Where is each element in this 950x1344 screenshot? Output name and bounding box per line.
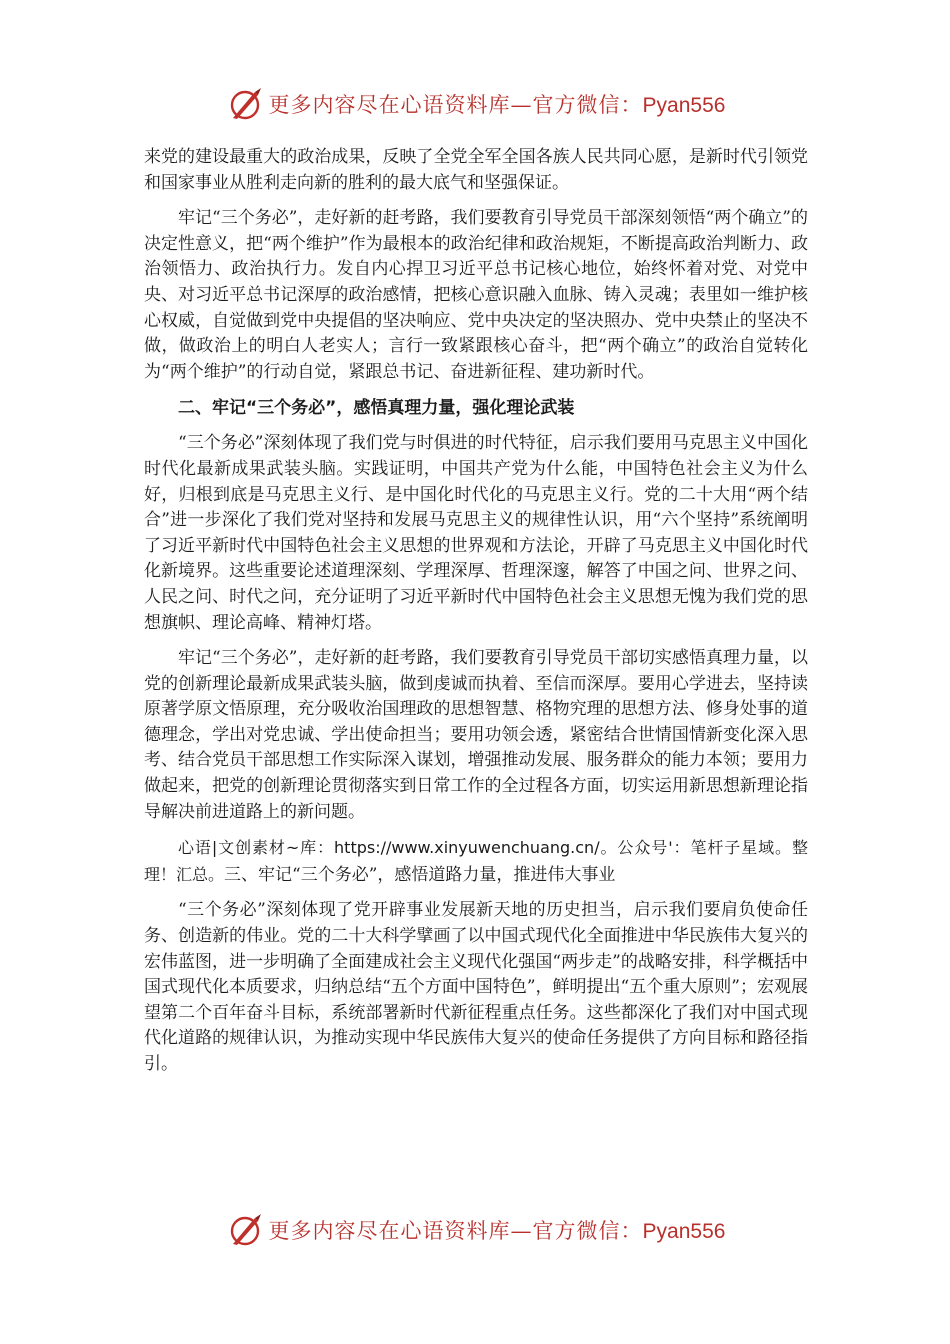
wechat-id: Pyan556 [642,94,726,117]
watermark-text: 更多内容尽在心语资料库—官方微信：Pyan556 [268,93,726,117]
watermark-text: 更多内容尽在心语资料库—官方微信：Pyan556 [268,1219,726,1243]
quill-logo-icon [225,1210,265,1250]
header-watermark [0,84,950,124]
footer-watermark [0,1210,950,1250]
wechat-id: Pyan556 [642,1220,726,1243]
paragraph-1: 来党的建设最重大的政治成果，反映了全党全军全国各族人民共同心愿，是新时代引领党和国家事业从胜利走向新的胜利的最大底气和坚强保证。 [144,147,808,193]
paragraph-3: “三个务必”深刻体现了我们党与时俱进的时代特征，启示我们要用马克思主义中国化时代化最新成果武装头脑。实践证明，中国共产党为什么能，中国特色社会主义为什么好，归根到底是马克思主义行、是中国化时代化的马克思主义行。党的二十大用“两个结合”进一步深化了我们党对坚持和发展马克思主义的规律性认识，用“六个坚持”系统阐明了习近平新时代中国特色社会主义思想的世界观和方法论，开辟了马克思主义中国化时代化新境界。这些重要论述道理深刻、学理深厚、哲理深邃，解答了中国之问、世界之问、人民之问、时代之问，充分证明了习近平新时代中国特色社会主义思想无愧为我们党的思想旗帜、理论高峰、精神灯塔。 [144,433,808,633]
section-heading-3: 三、牢记“三个务必”，感悟道路力量，推进伟大事业 [224,864,616,885]
paragraph-4: 牢记“三个务必”，走好新的赶考路，我们要教育引导党员干部切实感悟真理力量，以党的创新理论最新成果武装头脑，做到虔诚而执着、至信而深厚。要用心学进去，坚持读原著学原文悟原理，充分吸收治国理政的思想智慧、格物究理的思想方法、修身处事的道德理念，学出对党忠诚、学出使命担当；要用功领会透，紧密结合世情国情新变化深入思考、结合党员干部思想工作实际深入谋划，增强推动发展、服务群众的能力本领；要用力做起来，把党的创新理论贯彻落实到日常工作的全过程各方面，切实运用新思想新理论指导解决前进道路上的新问题。 [144,648,808,822]
paragraph-5 [144,835,808,888]
quill-logo-icon [225,84,265,124]
paragraph-2: 牢记“三个务必”，走好新的赶考路，我们要教育引导党员干部深刻领悟“两个确立”的决定性意义，把“两个维护”作为最根本的政治纪律和政治规矩，不断提高政治判断力、政治领悟力、政治执行力。发自内心捍卫习近平总书记核心地位，始终怀着对党、对党中央、对习近平总书记深厚的政治感情，把核心意识融入血脉、铸入灵魂；表里如一维护核心权威，自觉做到党中央提倡的坚决响应、党中央决定的坚决照办、党中央禁止的坚决不做，做政治上的明白人老实人；言行一致紧跟核心奋斗，把“两个确立”的政治自觉转化为“两个维护”的行动自觉，紧跟总书记、奋进新征程、建功新时代。 [144,208,808,382]
paragraph-6: “三个务必”深刻体现了党开辟事业发展新天地的历史担当，启示我们要肩负使命任务、创造新的伟业。党的二十大科学擘画了以中国式现代化全面推进中华民族伟大复兴的宏伟蓝图，进一步明确了全面建成社会主义现代化强国“两步走”的战略安排，科学概括中国式现代化本质要求，归纳总结“五个方面中国特色”，鲜明提出“五个重大原则”；宏观展望第二个百年奋斗目标，系统部署新时代新征程重点任务。这些都深化了我们对中国式现代化道路的规律认识，为推动实现中华民族伟大复兴的使命任务提供了方向目标和路径指引。 [144,900,808,1074]
document-body [144,145,808,1088]
source-note: 心语|文创素材~库：https://www.xinyuwenchuang.cn/。公众号'：笔杆子星域。整理！汇总。 [144,838,808,884]
section-heading-2: 二、牢记“三个务必”，感悟真理力量，强化理论武装 [178,398,575,419]
